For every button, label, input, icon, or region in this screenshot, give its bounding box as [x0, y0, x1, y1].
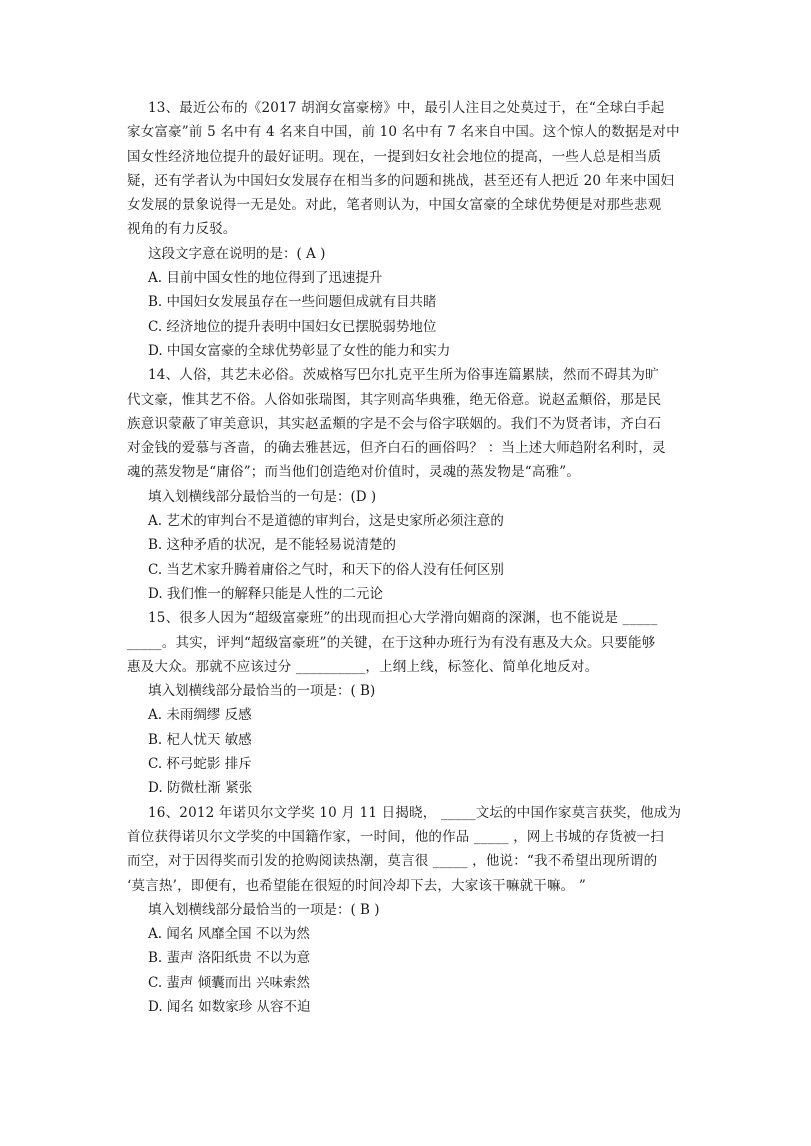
question-stem-line: 疑，还有学者认为中国妇女发展存在相当多的问题和挑战，甚至还有人把近 20 年来中国妇 — [127, 172, 675, 189]
question-stem-line: 族意识蒙蔽了审美意识，其实赵孟頫的字是不会与俗字联姻的。我们不为贤者讳，齐白石 — [127, 415, 662, 432]
answer-option: D. 闻名 如数家珍 从容不迫 — [148, 998, 311, 1015]
answer-option: D. 我们惟一的解释只能是人性的二元论 — [148, 585, 383, 602]
answer-option: D. 防微杜渐 紧张 — [148, 780, 253, 797]
answer-option: B. 这种矛盾的状况，是不能轻易说清楚的 — [148, 537, 397, 554]
question-stem-line: 对金钱的爱慕与吝啬，的确去雅甚远，但齐白石的画俗吗？ ：当上述大师趋附名利时，灵 — [127, 440, 666, 457]
question-stem-first-line: 13、最近公布的《2017 胡润女富豪榜》中，最引人注目之处莫过于，在“全球白手起 — [148, 100, 665, 116]
question-block — [127, 96, 688, 363]
answer-option: A. 未雨绸缪 反感 — [148, 707, 252, 724]
question-stem-line: 惠及大众。那就不应该过分 __________，上纲上线，标签化、简单化地反对。 — [127, 658, 599, 675]
question-stem-line: 家女富豪”前 5 名中有 4 名来自中国，前 10 名中有 7 名来自中国。这个惊人的数据是对中 — [127, 124, 680, 141]
question-stem-line: 视角的有力反驳。 — [127, 221, 237, 238]
answer-option: A. 艺术的审判台不是道德的审判台，这是史家所必须注意的 — [148, 513, 504, 530]
question-prompt: 填入划横线部分最恰当的一项是：( B ) — [148, 901, 380, 918]
answer-option: B. 蜚声 洛阳纸贵 不以为意 — [148, 950, 311, 967]
question-stem-line: 魂的蒸发物是“庸俗”；而当他们创造绝对价值时，灵魂的蒸发物是“高雅”。 — [127, 464, 581, 481]
answer-option: B. 中国妇女发展虽存在一些问题但成就有目共睹 — [148, 294, 437, 311]
answer-option: A. 闻名 风靡全国 不以为然 — [148, 926, 310, 943]
question-stem-first-line: 15、很多人因为“超级富豪班”的出现而担心大学滑向媚商的深渊，也不能说是 _____ — [148, 610, 658, 627]
answer-option: C. 蜚声 倾囊而出 兴味索然 — [148, 974, 311, 991]
question-prompt: 填入划横线部分最恰当的一句是：(D ) — [148, 488, 377, 505]
answer-option: C. 经济地位的提升表明中国妇女已摆脱弱势地位 — [148, 318, 437, 335]
question-block — [127, 606, 688, 800]
answer-option: D. 中国女富豪的全球优势彰显了女性的能力和实力 — [148, 342, 451, 359]
answer-option: C. 当艺术家升腾着庸俗之气时，和天下的俗人没有任何区别 — [148, 561, 504, 578]
answer-option: B. 杞人忧天 敏感 — [148, 731, 252, 748]
question-block — [127, 363, 688, 606]
answer-option: A. 目前中国女性的地位得到了迅速提升 — [148, 270, 383, 287]
question-list — [127, 96, 688, 1019]
question-stem-line: 而空，对于因得奖而引发的抢购阅读热潮，莫言很 _____ ，他说：“我不希望出现所谓的 — [127, 853, 658, 870]
question-stem-first-line: 14、人俗，其艺未必俗。茨威格写巴尔扎克平生所为俗事连篇累牍，然而不碍其为旷 — [148, 367, 659, 384]
question-stem-line: _____。其实，评判“超级富豪班”的关键，在于这种办班行为有没有惠及大众。只要能够 — [127, 634, 656, 651]
answer-option: C. 杯弓蛇影 排斥 — [148, 756, 252, 773]
question-prompt: 填入划横线部分最恰当的一项是：( B) — [148, 683, 376, 700]
question-block — [127, 801, 688, 1020]
question-stem-line: 代文豪，惟其艺不俗。人俗如张瑞图，其字则高华典雅，绝无俗意。说赵孟頫俗，那是民 — [127, 391, 662, 408]
question-stem-line: 国女性经济地位提升的最好证明。现在，一提到妇女社会地位的提高，一些人总是相当质 — [127, 148, 662, 165]
question-stem-line: 女发展的景象说得一无是处。对此，笔者则认为，中国女富豪的全球优势便是对那些悲观 — [127, 197, 662, 214]
question-stem-line: 首位获得诺贝尔文学奖的中国籍作家，一时间，他的作品 _____ ，网上书城的存货被一扫 — [127, 828, 664, 845]
question-stem-first-line: 16、2012 年诺贝尔文学奖 10 月 11 日揭晓， _____文坛的中国作家莫言获奖，他成为 — [148, 804, 682, 821]
question-stem-line: ‘莫言热’，即便有，也希望能在很短的时间冷却下去，大家该干嘛就干嘛。 ” — [127, 877, 586, 894]
question-prompt: 这段文字意在说明的是：( A ) — [148, 245, 326, 262]
